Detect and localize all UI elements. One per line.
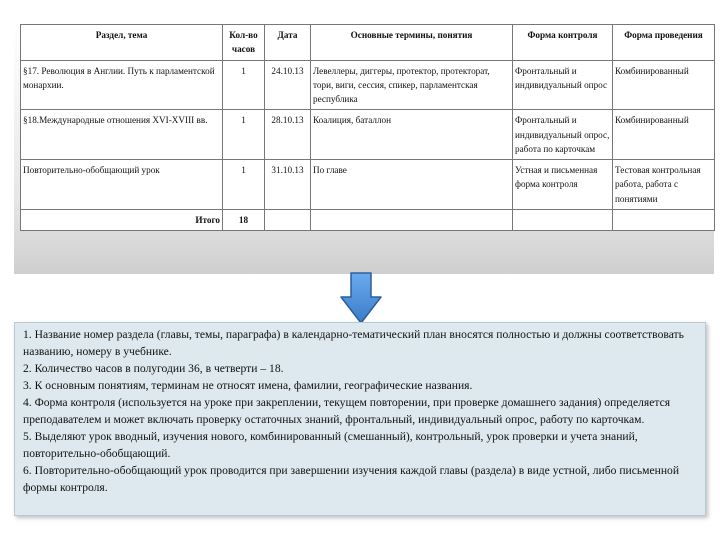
thematic-plan-table <box>20 24 715 231</box>
cell-date: 28.10.13 <box>265 110 311 160</box>
header-section: Раздел, тема <box>21 25 223 61</box>
total-value: 18 <box>223 209 265 230</box>
cell-conduct: Комбинированный <box>613 110 715 160</box>
table-total-row <box>21 209 715 230</box>
cell-terms: Левеллеры, диггеры, протектор, протекторат, тори, виги, сессия, спикер, парламентская республика <box>311 60 513 110</box>
table-row <box>21 160 715 210</box>
note-item: 3. К основным понятиям, терминам не относят имена, фамилии, географические названия. <box>23 379 473 392</box>
cell-empty <box>613 209 715 230</box>
cell-section: Повторительно-обобщающий урок <box>21 160 223 210</box>
cell-empty <box>265 209 311 230</box>
note-item: 4. Форма контроля (используется на уроке при закреплении, текущем повторении, при проверке домашнего задания) определяется преподавателем и может включать проверку остаточных знаний, фронтальный, индивидуальный опрос, работу по карточкам. <box>23 396 671 426</box>
header-control: Форма контроля <box>513 25 613 61</box>
cell-empty <box>513 209 613 230</box>
table-row <box>21 110 715 160</box>
cell-section: §17. Революция в Англии. Путь к парламентской монархии. <box>21 60 223 110</box>
cell-section: §18.Международные отношения XVI-XVIII вв. <box>21 110 223 160</box>
cell-terms: Коалиция, баталлон <box>311 110 513 160</box>
cell-date: 24.10.13 <box>265 60 311 110</box>
cell-hours: 1 <box>223 60 265 110</box>
cell-control: Фронтальный и индивидуальный опрос, работа по карточкам <box>513 110 613 160</box>
cell-conduct: Тестовая контрольная работа, работа с понятиями <box>613 160 715 210</box>
note-item: 5. Выделяют урок вводный, изучения нового, комбинированный (смешанный), контрольный, урок проверки и учета знаний, повторительно-обобщающий. <box>23 430 638 460</box>
total-label: Итого <box>21 209 223 230</box>
cell-conduct: Комбинированный <box>613 60 715 110</box>
cell-control: Фронтальный и индивидуальный опрос <box>513 60 613 110</box>
cell-terms: По главе <box>311 160 513 210</box>
header-conduct: Форма проведения <box>613 25 715 61</box>
note-item: 2. Количество часов в полугодии 36, в четверти – 18. <box>23 362 284 375</box>
cell-control: Устная и письменная форма контроля <box>513 160 613 210</box>
down-arrow-icon <box>340 272 382 324</box>
cell-empty <box>311 209 513 230</box>
note-item: 1. Название номер раздела (главы, темы, параграфа) в календарно-тематический план вносятся полностью и должны соответствовать названию, номеру в учебнике. <box>23 328 684 358</box>
cell-date: 31.10.13 <box>265 160 311 210</box>
note-item: 6. Повторительно-обобщающий урок проводится при завершении изучения каждой главы (раздела) в виде устной, либо письменной формы контроля. <box>23 464 680 494</box>
notes-panel <box>14 322 706 516</box>
cell-hours: 1 <box>223 110 265 160</box>
header-date: Дата <box>265 25 311 61</box>
cell-hours: 1 <box>223 160 265 210</box>
table-row <box>21 60 715 110</box>
header-terms: Основные термины, понятия <box>311 25 513 61</box>
table-header-row <box>21 25 715 61</box>
header-hours: Кол-во часов <box>223 25 265 61</box>
